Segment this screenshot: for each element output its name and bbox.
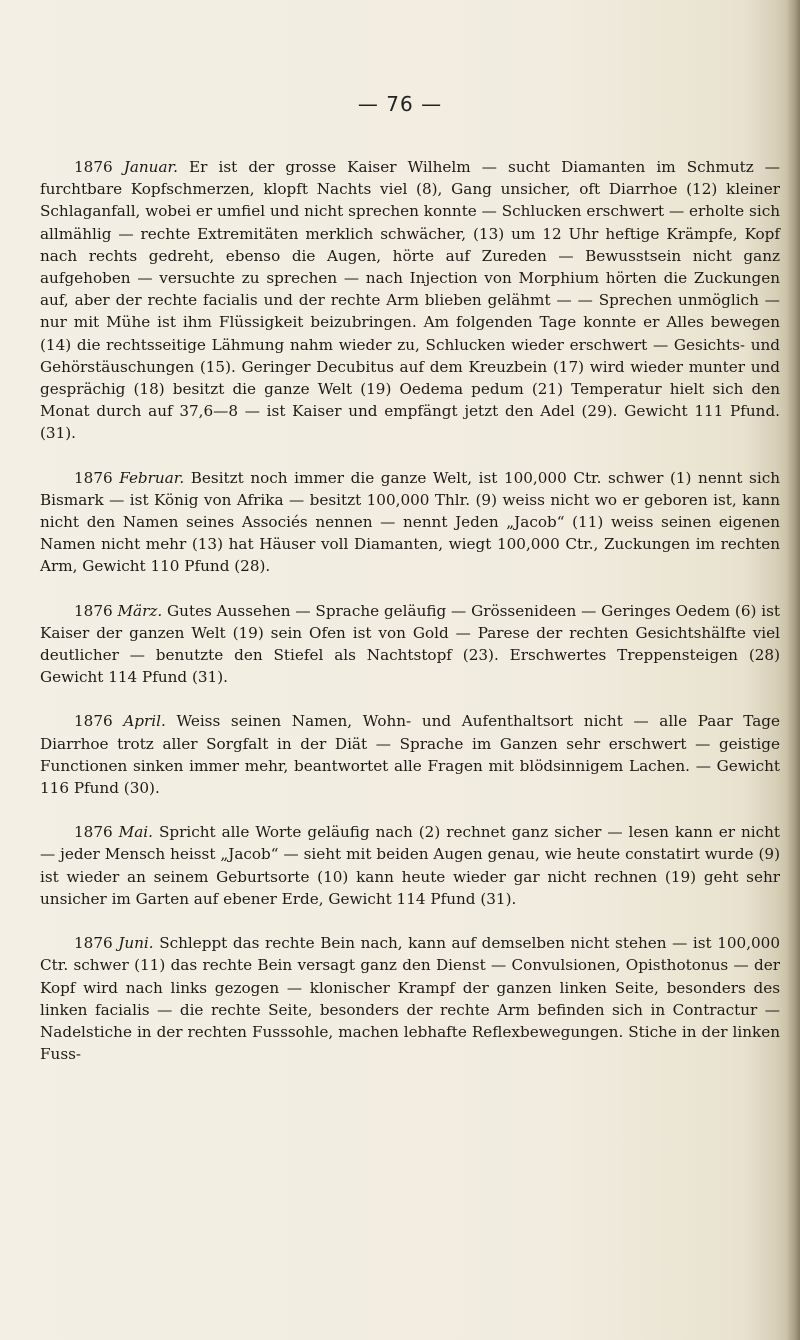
entry-month: März. — [117, 601, 163, 620]
entry-year: 1876 — [74, 934, 113, 953]
entry-month: Januar. — [123, 158, 178, 176]
entry-year: 1876 — [74, 712, 113, 731]
entry-mai — [40, 821, 780, 910]
entry-april — [40, 710, 780, 799]
entry-text: Weiss seinen Namen, Wohn- und Aufenthaltsort nicht — alle Paar Tage Diarrhoe trotz aller Sorgfalt in der Diät — Sprache im Ganzen sehr erschwert — geistige Functionen sinken immer mehr, beantwortet alle Fragen mit blödsinnigem Lachen. — Gewicht 116 Pfund (30). — [40, 712, 780, 798]
diary-entries — [40, 156, 780, 1087]
entry-month: Mai. — [118, 823, 153, 842]
entry-text: Besitzt noch immer die ganze Welt, ist 100,000 Ctr. schwer (1) nennt sich Bismark — ist König von Afrika — besitzt 100,000 Thlr. (9) weiss nicht wo er geboren ist, kann nicht den Namen seines Associés nennen — nennt Jeden „Jacob“ (11) weiss seinen eigenen Namen nicht mehr (13) hat Häuser voll Diamanten, wiegt 100,000 Ctr., Zuckungen im rechten Arm, Gewicht 110 Pfund (28). — [40, 468, 780, 576]
entry-year: 1876 — [74, 468, 113, 487]
entry-year: 1876 — [74, 158, 113, 176]
entry-year: 1876 — [74, 823, 113, 842]
entry-text: Er ist der grosse Kaiser Wilhelm — sucht Diamanten im Schmutz — furchtbare Kopfschmerzen, klopft Nachts viel (8), Gang unsicher, oft Diarrhoe (12) kleiner Schlaganfall, wobei er umfiel und nicht sprechen konnte — Schlucken erschwert — erholte sich allmählig — rechte Extremitäten merklich schwächer, (13) um 12 Uhr heftige Krämpfe, Kopf nach rechts gedreht, ebenso die Augen, hörte auf Zureden — Bewusstsein nicht ganz aufgehoben — versuchte zu sprechen — nach Injection von Morphium hörten die Zuckungen auf, aber der rechte facialis und der rechte Arm blieben gelähmt — — Sprechen unmöglich — nur mit Mühe ist ihm Flüssigkeit beizubringen. Am folgenden Tage konnte er Alles bewegen (14) die rechtsseitige Lähmung nahm wieder zu, Schlucken wieder erschwert — Gesichts- und Gehörstäuschungen (15). Geringer Decubitus auf dem Kreuzbein (17) wird wieder munter und gesprächig (18) besitzt die ganze Welt (19) Oedema pedum (21) Temperatur hielt sich den Monat durch auf 37,6—8 — ist Kaiser und empfängt jetzt den Adel (29). Gewicht 111 Pfund. (31). — [40, 158, 780, 443]
page-edge-shadow — [786, 0, 800, 1340]
entry-text: Spricht alle Worte geläufig nach (2) rechnet ganz sicher — lesen kann er nicht — jeder Mensch heisst „Jacob“ — sieht mit beiden Augen genau, wie heute constatirt wurde (9) ist wieder an seinem Geburtsorte (10) kann heute wieder gar nicht rechnen (19) geht sehr unsicher im Garten auf ebener Erde, Gewicht 114 Pfund (31). — [40, 823, 781, 908]
entry-januar — [40, 156, 780, 445]
entry-year: 1876 — [74, 601, 113, 620]
page-number: — 76 — — [357, 92, 443, 116]
entry-month: Juni. — [118, 934, 154, 953]
entry-maerz — [40, 600, 780, 689]
entry-juni — [40, 932, 780, 1065]
entry-februar — [40, 467, 780, 578]
entry-month: April. — [123, 712, 166, 731]
entry-text: Schleppt das rechte Bein nach, kann auf demselben nicht stehen — ist 100,000 Ctr. schwer (11) das rechte Bein versagt ganz den Dienst — Convulsionen, Opisthotonus — der Kopf wird nach links gezogen — klonischer Krampf der ganzen linken Seite, besonders des linken facialis — die rechte Seite, besonders der rechte Arm befinden sich in Contractur — Nadelstiche in der rechten Fusssohle, machen lebhafte Reflexbewegungen. Stiche in der linken Fuss- — [40, 934, 781, 1064]
entry-text: Gutes Aussehen — Sprache geläufig — Grössenideen — Geringes Oedem (6) ist Kaiser der ganzen Welt (19) sein Ofen ist von Gold — Parese der rechten Gesichtshälfte viel deutlicher — benutzte den Stiefel als Nachtstopf (23). Erschwertes Treppensteigen (28) Gewicht 114 Pfund (31). — [40, 601, 781, 687]
entry-month: Februar. — [119, 468, 185, 487]
